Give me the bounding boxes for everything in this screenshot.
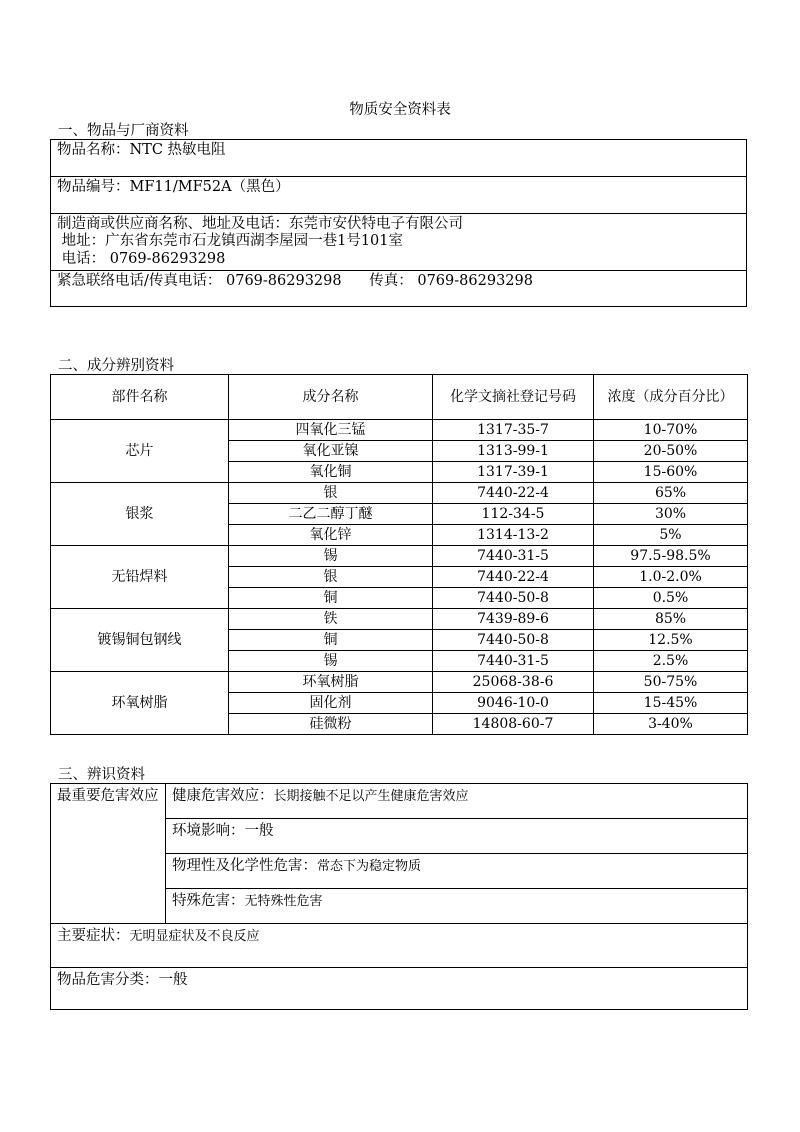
component-name: 氧化铜 <box>229 462 433 483</box>
concentration: 65% <box>594 483 748 504</box>
cas-number: 14808-60-7 <box>433 714 594 735</box>
cas-number: 7440-31-5 <box>433 651 594 672</box>
part-name: 芯片 <box>51 420 229 483</box>
table-row <box>51 420 748 441</box>
component-name: 固化剂 <box>229 693 433 714</box>
manufacturer-phone: 电话： 0769-86293298 <box>57 250 226 267</box>
table-row <box>51 483 748 504</box>
physchem-hazard <box>166 854 748 889</box>
header-part: 部件名称 <box>51 375 229 420</box>
component-name: 铜 <box>229 630 433 651</box>
product-info-table <box>50 139 747 307</box>
classification-value: 一般 <box>158 972 188 988</box>
component-name: 氧化亚镍 <box>229 441 433 462</box>
part-name: 银浆 <box>51 483 229 546</box>
cas-number: 7440-22-4 <box>433 483 594 504</box>
main-hazard-label: 最重要危害效应 <box>51 784 166 924</box>
section2-heading: 二、成分辨别资料 <box>58 358 174 374</box>
manufacturer-line: 制造商或供应商名称、地址及电话：东莞市安伏特电子有限公司 <box>57 216 463 232</box>
cas-number: 25068-38-6 <box>433 672 594 693</box>
cas-number: 1313-99-1 <box>433 441 594 462</box>
component-name: 铁 <box>229 609 433 630</box>
composition-table <box>50 374 748 735</box>
cas-number: 7440-50-8 <box>433 630 594 651</box>
header-concentration: 浓度（成分百分比） <box>594 375 748 420</box>
part-name: 镀锡铜包钢线 <box>51 609 229 672</box>
concentration: 97.5-98.5% <box>594 546 748 567</box>
special-label: 特殊危害： <box>172 893 245 909</box>
symptoms-label: 主要症状： <box>57 928 130 944</box>
concentration: 50-75% <box>594 672 748 693</box>
table-row <box>51 609 748 630</box>
environment-impact <box>166 819 748 854</box>
component-name: 铜 <box>229 588 433 609</box>
concentration: 30% <box>594 504 748 525</box>
cas-number: 1317-35-7 <box>433 420 594 441</box>
health-label: 健康危害效应： <box>172 788 274 804</box>
cas-number: 7439-89-6 <box>433 609 594 630</box>
env-label: 环境影响： <box>172 823 245 839</box>
component-name: 二乙二醇丁醚 <box>229 504 433 525</box>
table-row <box>51 672 748 693</box>
symptoms-value: 无明显症状及不良反应 <box>129 929 260 944</box>
concentration: 2.5% <box>594 651 748 672</box>
manufacturer-address: 地址：广东省东莞市石龙镇西湖李屋园一巷1号101室 <box>57 233 404 250</box>
cas-number: 1317-39-1 <box>433 462 594 483</box>
cas-number: 7440-50-8 <box>433 588 594 609</box>
special-hazard <box>166 889 748 924</box>
concentration: 3-40% <box>594 714 748 735</box>
concentration: 0.5% <box>594 588 748 609</box>
part-name: 环氧树脂 <box>51 672 229 735</box>
cas-number: 9046-10-0 <box>433 693 594 714</box>
hazard-classification <box>51 968 748 1010</box>
health-value: 长期接触不足以产生健康危害效应 <box>273 789 469 804</box>
header-component: 成分名称 <box>229 375 433 420</box>
concentration: 12.5% <box>594 630 748 651</box>
section3-heading: 三、辨识资料 <box>58 767 145 783</box>
hazard-table <box>50 783 748 1010</box>
component-name: 银 <box>229 567 433 588</box>
concentration: 15-45% <box>594 693 748 714</box>
header-cas: 化学文摘社登记号码 <box>433 375 594 420</box>
env-value: 一般 <box>244 823 274 839</box>
emergency-text: 紧急联络电话/传真电话： 0769-86293298 传真： 0769-86293298 <box>57 273 533 290</box>
component-name: 银 <box>229 483 433 504</box>
concentration: 85% <box>594 609 748 630</box>
emergency-contact <box>51 271 747 307</box>
concentration: 20-50% <box>594 441 748 462</box>
component-name: 氧化锌 <box>229 525 433 546</box>
classification-label: 物品危害分类： <box>57 972 159 988</box>
cas-number: 1314-13-2 <box>433 525 594 546</box>
component-name: 环氧树脂 <box>229 672 433 693</box>
physchem-label: 物理性及化学性危害： <box>172 858 317 874</box>
concentration: 15-60% <box>594 462 748 483</box>
health-hazard <box>166 784 748 819</box>
cas-number: 7440-31-5 <box>433 546 594 567</box>
product-name: 物品名称：NTC 热敏电阻 <box>51 140 747 177</box>
main-symptoms <box>51 924 748 968</box>
cas-number: 112-34-5 <box>433 504 594 525</box>
component-name: 硅微粉 <box>229 714 433 735</box>
part-name: 无铅焊料 <box>51 546 229 609</box>
section1-heading: 一、物品与厂商资料 <box>58 123 189 139</box>
component-name: 四氧化三锰 <box>229 420 433 441</box>
product-code: 物品编号：MF11/MF52A（黑色） <box>51 177 747 214</box>
physchem-value: 常态下为稳定物质 <box>317 859 422 874</box>
table-row <box>51 546 748 567</box>
component-name: 锡 <box>229 651 433 672</box>
cas-number: 7440-22-4 <box>433 567 594 588</box>
special-value: 无特殊性危害 <box>244 894 323 909</box>
manufacturer-info <box>51 214 747 271</box>
concentration: 5% <box>594 525 748 546</box>
concentration: 10-70% <box>594 420 748 441</box>
page-title: 物质安全资料表 <box>349 102 451 118</box>
component-name: 锡 <box>229 546 433 567</box>
concentration: 1.0-2.0% <box>594 567 748 588</box>
